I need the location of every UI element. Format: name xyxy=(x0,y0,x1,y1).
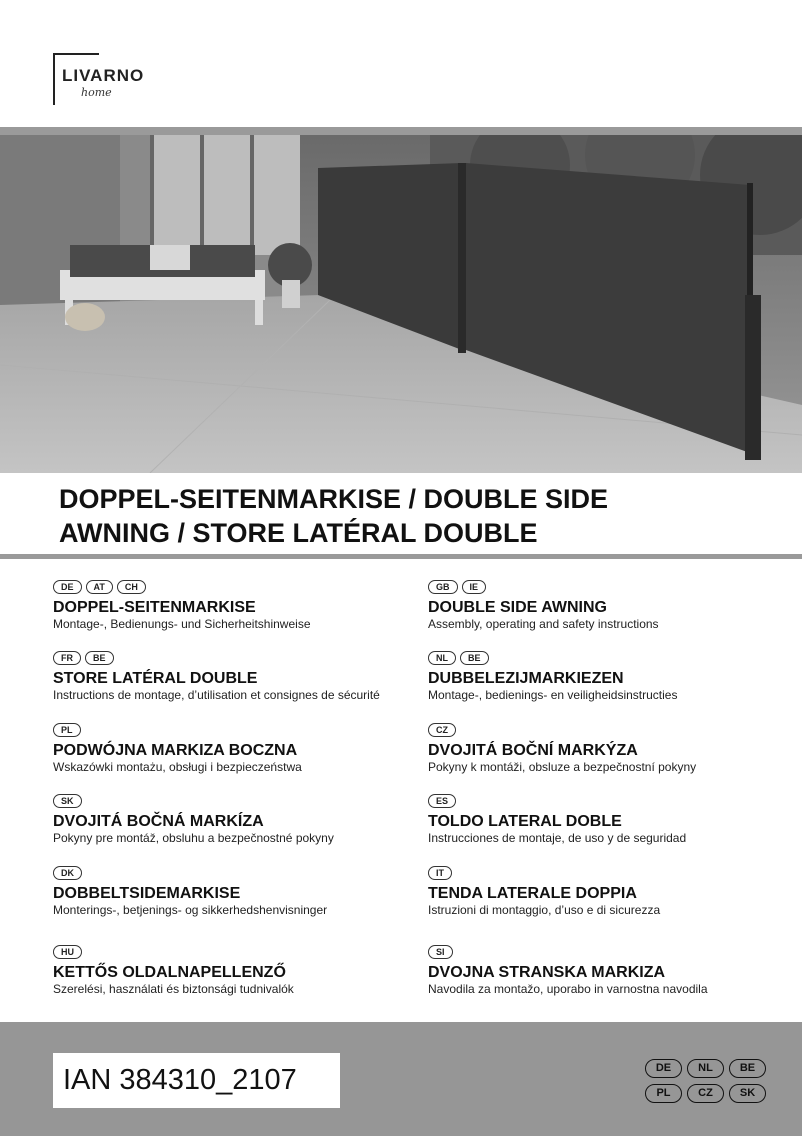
country-badge: IT xyxy=(428,866,452,880)
top-band xyxy=(0,127,802,135)
language-entry xyxy=(53,794,423,846)
country-badge: BE xyxy=(85,651,114,665)
country-badges xyxy=(53,866,423,881)
country-badge: AT xyxy=(86,580,113,594)
entry-title: TOLDO LATERAL DOBLE xyxy=(428,813,622,830)
document-title xyxy=(59,482,779,550)
entry-description: Instructions de montage, d’utilisation et consignes de sécurité xyxy=(53,688,380,702)
title-line-2: AWNING / STORE LATÉRAL DOUBLE xyxy=(59,518,538,548)
country-badges xyxy=(53,651,423,666)
country-badges xyxy=(428,945,798,960)
entry-description: Assembly, operating and safety instructions xyxy=(428,617,659,631)
entry-description: Istruzioni di montaggio, d’uso e di sicurezza xyxy=(428,903,661,917)
entry-title: DOBBELTSIDEMARKISE xyxy=(53,885,241,902)
country-badge: CH xyxy=(117,580,146,594)
language-entry xyxy=(428,945,798,997)
country-badge: BE xyxy=(460,651,489,665)
entry-title: KETTŐS OLDALNAPELLENZŐ xyxy=(53,964,286,981)
entry-description: Instrucciones de montaje, de uso y de seguridad xyxy=(428,831,687,845)
title-rule xyxy=(0,554,802,559)
country-badges xyxy=(428,651,798,666)
brand-logo xyxy=(53,53,156,105)
language-entry xyxy=(428,866,798,918)
country-badge: NL xyxy=(428,651,456,665)
ian-number: IAN 384310_2107 xyxy=(53,1053,340,1108)
title-line-1: DOPPEL-SEITENMARKISE / DOUBLE SIDE xyxy=(59,484,609,514)
footer-language-badge: PL xyxy=(645,1084,682,1103)
country-badges xyxy=(53,945,423,960)
footer-language-badge: BE xyxy=(729,1059,766,1078)
language-entry xyxy=(53,866,423,918)
entry-title: TENDA LATERALE DOPPIA xyxy=(428,885,637,902)
footer-language-badge: DE xyxy=(645,1059,682,1078)
entry-description: Szerelési, használati és biztonsági tudnivalók xyxy=(53,982,294,996)
entry-title: DOPPEL-SEITENMARKISE xyxy=(53,599,256,616)
entry-description: Montage-, bedienings- en veiligheidsinstructies xyxy=(428,688,678,702)
country-badges xyxy=(53,794,423,809)
entry-description: Wskazówki montażu, obsługi i bezpieczeństwa xyxy=(53,760,302,774)
country-badges xyxy=(428,794,798,809)
language-entry xyxy=(428,651,798,703)
country-badge: GB xyxy=(428,580,458,594)
country-badges xyxy=(53,723,423,738)
country-badges xyxy=(53,580,423,595)
language-entry xyxy=(53,580,423,632)
country-badges xyxy=(428,723,798,738)
entry-title: DVOJITÁ BOČNÁ MARKÍZA xyxy=(53,813,264,830)
country-badge: ES xyxy=(428,794,456,808)
entry-description: Monterings-, betjenings- og sikkerhedshenvisninger xyxy=(53,903,328,917)
footer-language-badge: CZ xyxy=(687,1084,724,1103)
language-entry xyxy=(428,723,798,775)
country-badge: SK xyxy=(53,794,82,808)
language-entry xyxy=(53,945,423,997)
brand-sub: home xyxy=(81,86,112,99)
country-badges xyxy=(428,866,798,881)
product-photo xyxy=(0,135,802,473)
footer-language-badges xyxy=(645,1059,775,1103)
language-entry xyxy=(53,651,423,703)
entry-description: Navodila za montažo, uporabo in varnostna navodila xyxy=(428,982,708,996)
language-entry xyxy=(428,794,798,846)
country-badges xyxy=(428,580,798,595)
footer-language-badge: NL xyxy=(687,1059,724,1078)
country-badge: CZ xyxy=(428,723,456,737)
brand-name: LIVARNO xyxy=(62,66,145,85)
footer-language-badge: SK xyxy=(729,1084,766,1103)
country-badge: IE xyxy=(462,580,487,594)
entry-title: DUBBELEZIJMARKIEZEN xyxy=(428,670,624,687)
country-badge: DE xyxy=(53,580,82,594)
entry-title: DOUBLE SIDE AWNING xyxy=(428,599,607,616)
entry-description: Montage-, Bedienungs- und Sicherheitshinweise xyxy=(53,617,311,631)
country-badge: HU xyxy=(53,945,82,959)
language-entry xyxy=(53,723,423,775)
entry-description: Pokyny pre montáž, obsluhu a bezpečnostné pokyny xyxy=(53,831,334,845)
entry-title: STORE LATÉRAL DOUBLE xyxy=(53,670,258,687)
country-badge: PL xyxy=(53,723,81,737)
entry-title: DVOJNA STRANSKA MARKIZA xyxy=(428,964,666,981)
awning-scene-illustration xyxy=(0,135,802,473)
entry-title: PODWÓJNA MARKIZA BOCZNA xyxy=(53,742,298,759)
country-badge: DK xyxy=(53,866,82,880)
entry-title: DVOJITÁ BOČNÍ MARKÝZA xyxy=(428,742,638,759)
country-badge: SI xyxy=(428,945,453,959)
country-badge: FR xyxy=(53,651,81,665)
language-entry xyxy=(428,580,798,632)
entry-description: Pokyny k montáži, obsluze a bezpečnostní pokyny xyxy=(428,760,697,774)
